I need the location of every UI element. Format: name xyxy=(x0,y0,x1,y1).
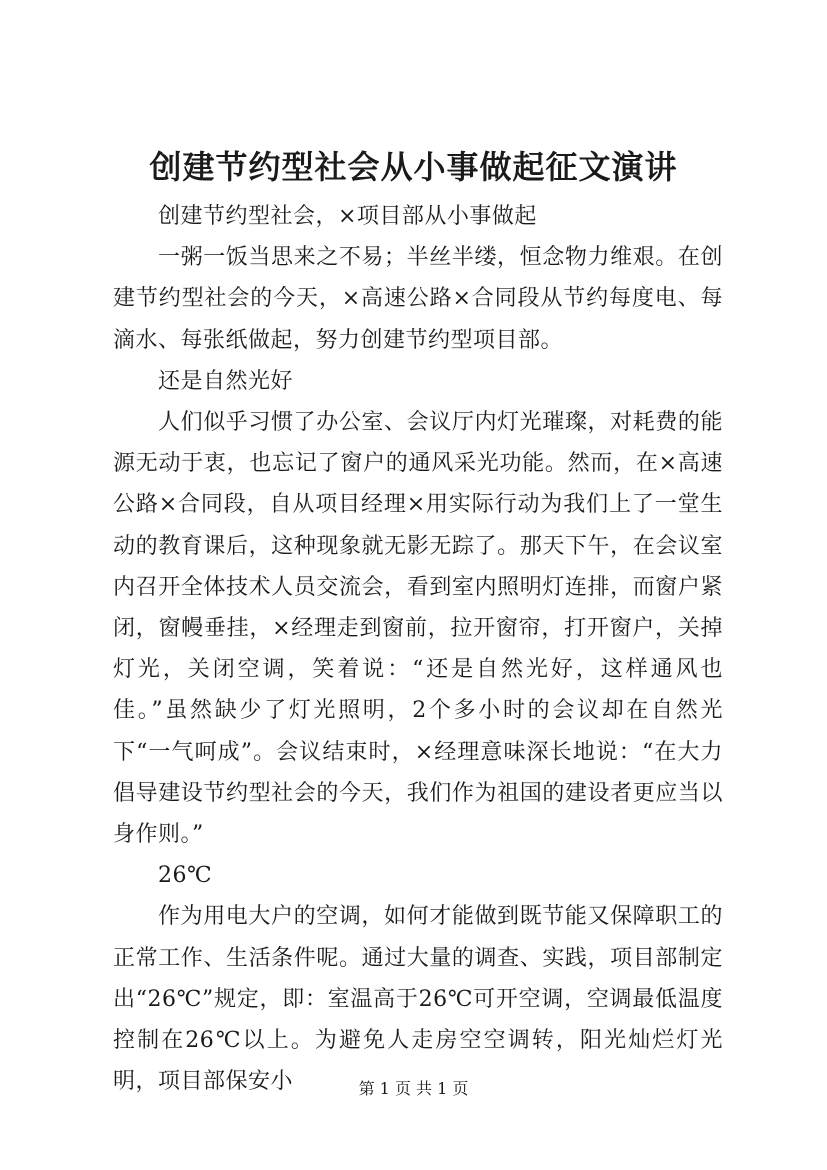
paragraph-natural-light: 人们似乎习惯了办公室、会议厅内灯光璀璨，对耗费的能源无动于衷，也忘记了窗户的通风采光功能。然而，在×高速公路×合同段，自从项目经理×用实际行动为我们上了一堂生动的教育课后，这种现象就无影无踪了。那天下午，在会议室内召开全体技术人员交流会，看到室内照明灯连排，而窗户紧闭，窗幔垂挂，×经理走到窗前，拉开窗帘，打开窗户，关掉灯光，关闭空调，笑着说：“还是自然光好，这样通风也佳。”虽然缺少了灯光照明，2个多小时的会议却在自然光下“一气呵成”。会议结束时，×经理意味深长地说：“在大力倡导建设节约型社会的今天，我们作为祖国的建设者更应当以身作则。” xyxy=(113,410,723,848)
paragraph-subtitle: 创建节约型社会，×项目部从小事做起 xyxy=(158,204,537,229)
paragraph-intro: 一粥一饭当思来之不易；半丝半缕，恒念物力维艰。在创建节约型社会的今天，×高速公路×合同段从节约每度电、每滴水、每张纸做起，努力创建节约型项目部。 xyxy=(113,245,723,353)
paragraph-air-conditioning: 作为用电大户的空调，如何才能做到既节能又保障职工的正常工作、生活条件呢。通过大量的调查、实践，项目部制定出“26℃”规定，即：室温高于26℃可开空调，空调最低温度控制在26℃以上。为避免人走房空空调转，阳光灿烂灯光明，项目部保安小 xyxy=(113,904,723,1095)
document-title: 创建节约型社会从小事做起征文演讲 xyxy=(149,148,678,186)
section-heading-natural-light: 还是自然光好 xyxy=(158,368,294,394)
page-footer: 第 1 页 共 1 页 xyxy=(358,1079,469,1098)
document-body xyxy=(113,196,723,1102)
section-heading-26c: 26℃ xyxy=(158,863,213,889)
